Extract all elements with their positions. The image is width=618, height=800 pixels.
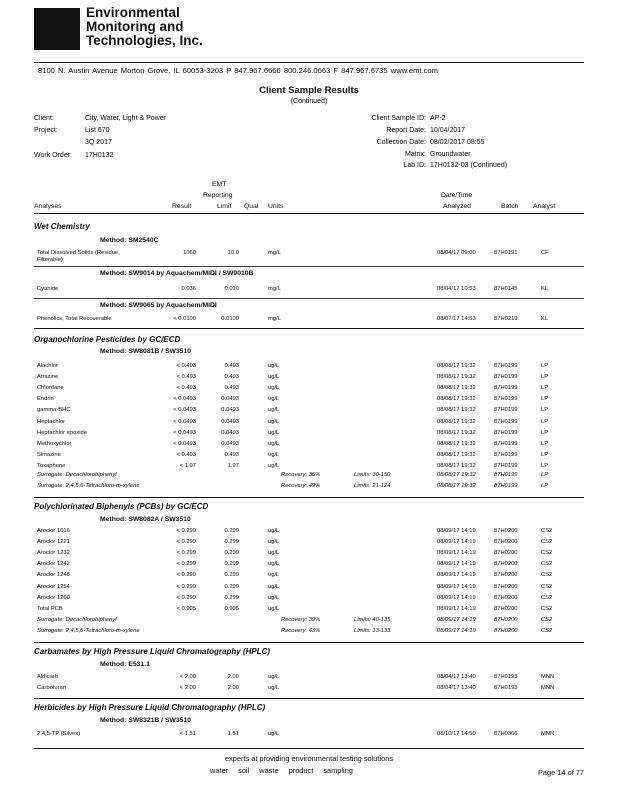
surrogate-row: Surrogate: Decachlorobiphenyl Recovery: 35% Limits: 30-150 08/08/17 19:32 87H0199 LP	[37, 472, 549, 478]
work-order-value: 17H0132	[85, 152, 114, 159]
col-analyses: Analyses	[34, 203, 62, 210]
header-rule	[34, 62, 584, 63]
method-label: Method: SW8082A / SW3510	[100, 516, 191, 523]
surrogate-row: Surrogate: 2,4,5,6-Tetrachloro-m-xylene Recovery: 49% Limits: 21-124 08/08/17 19:32 87H0199 LP	[37, 483, 549, 490]
table-row: Simazine < 0.493 0.493 ug/L 08/08/17 19:32 87H0199 LP	[37, 451, 549, 458]
row-divider	[34, 298, 584, 299]
company-name: Environmental Monitoring and Technologies, Inc.	[86, 5, 203, 48]
page-number: Page 14 of 77	[538, 768, 585, 777]
table-row: Total Dissolved Solids (Residue, Filterable) 1060 10.0 mg/L 08/04/17 09:00 87H0191 CF	[37, 250, 549, 263]
table-row: Methoxychlor < 0.0493 0.0493 ug/L 08/08/17 19:32 87H0199 LP	[37, 440, 549, 447]
section-carbamates: Carbamates by High Pressure Liquid Chromatography (HPLC)	[34, 647, 271, 656]
col-units: Units	[268, 203, 284, 210]
table-row: Heptachlor epoxide < 0.0493 0.0493 ug/L 08/08/17 19:32 87H0199 LP	[37, 429, 549, 436]
table-row: Toxaphene < 1.97 1.97 ug/L 08/08/17 19:32 87H0199 LP	[37, 462, 549, 469]
sample-id-value: AP-2	[430, 115, 446, 122]
collection-date-value: 08/02/2017 08:55	[430, 139, 485, 146]
table-row: Endrin < 0.0493 0.0493 ug/L 08/08/17 19:32 87H0199 LP	[37, 396, 549, 403]
method-label: Method: E531.1	[100, 661, 150, 668]
table-row: Aroclor 1260 < 0.299 0.299 ug/L 08/09/17 14:19 87H0200 CS2	[37, 594, 553, 601]
section-divider	[34, 328, 584, 329]
table-row: Aroclor 1016 < 0.299 0.299 ug/L 08/09/17 14:19 87H0200 CS2	[37, 528, 553, 534]
page-subtitle: (Continued)	[290, 98, 328, 105]
method-label: Method: SM2540C	[100, 237, 159, 244]
col-qual: Qual	[244, 203, 259, 210]
col-analyst: Analyst	[533, 203, 556, 210]
method-label: Method: SW9065 by Aquachem/MIDI	[100, 302, 217, 309]
col-batch: Batch	[501, 203, 519, 210]
page-title: Client Sample Results	[259, 85, 359, 96]
table-row: Heptachlor < 0.0493 0.0493 ug/L 08/08/17 19:32 87H0199 LP	[37, 418, 549, 425]
table-row: Total PCB < 0.995 0.995 ug/L 08/09/17 14:19 87H0200 CS2	[37, 605, 553, 612]
table-row: Aroclor 1232 < 0.299 0.299 ug/L 08/09/17 14:19 87H0200 CS2	[37, 550, 553, 557]
section-divider	[34, 698, 584, 699]
table-row: Aroclor 1242 < 0.299 0.299 ug/L 08/09/17 14:19 87H0200 CS2	[37, 561, 553, 568]
matrix-value: Groundwater	[430, 151, 471, 158]
lab-id-value: 17H0132-03 (Continued)	[430, 162, 508, 169]
table-row: Chlordane < 0.493 0.493 ug/L 08/08/17 19:32 87H0199 LP	[37, 385, 549, 392]
table-row: Aroclor 1248 < 0.299 0.299 ug/L 08/09/17 14:19 87H0200 CS2	[37, 572, 553, 579]
project-value: List 670	[85, 127, 110, 134]
table-row: gamma-BHC < 0.0493 0.0493 ug/L 08/08/17 19:32 87H0199 LP	[37, 407, 549, 414]
client-value: City, Water, Light & Power	[85, 115, 166, 122]
method-label: Method: SW8081B / SW3510	[100, 348, 192, 355]
section-divider	[34, 642, 584, 643]
section-pcbs: Polychlorinated Biphenyls (PCBs) by GC/ECD	[34, 502, 209, 511]
table-row: Carbofuran < 2.00 2.00 ug/L 08/04/17 13:40 87H0193 MNN	[37, 685, 555, 691]
table-row: Aroclor 1254 < 0.299 0.299 ug/L 08/09/17 14:19 87H0200 CS2	[37, 583, 553, 590]
col-analyzed: Analyzed	[443, 203, 471, 210]
surrogate-row: Surrogate: Decachlorobiphenyl Recovery: 39% Limits: 40-135 08/09/17 14:19 87H0200 CS2	[37, 617, 553, 623]
table-row: Atrazine < 0.493 0.493 ug/L 08/08/17 19:32 87H0199 LP	[37, 374, 549, 381]
method-label: Method: SW9014 by Aquachem/MIDI / SW9010B	[100, 270, 254, 277]
section-wet-chemistry: Wet Chemistry	[34, 222, 90, 231]
table-row: 2,4,5-TP (Silvex) < 1.51 1.51 ug/L 08/10/17 14:50 87H0366 MNN	[37, 731, 555, 737]
project-period: 3Q 2017	[85, 139, 112, 146]
report-date-value: 10/04/2017	[430, 127, 466, 134]
surrogate-row: Surrogate: 2,4,5,6-Tetrachloro-m-xylene Recovery: 43% Limits: 13-133 08/09/17 14:19 87H0200 CS2	[37, 628, 553, 635]
company-address: 8100 N. Austin Avenue Morton Grove, IL 60053-3203 P 847.967.6666 800.246.0663 F 847.967.6735 www.emt.com	[38, 66, 438, 75]
col-limit: Limit	[217, 203, 232, 210]
col-result: Result	[172, 203, 192, 210]
company-logo-mark	[34, 8, 80, 50]
method-label: Method: SW8321B / SW3510	[100, 717, 192, 724]
row-divider	[34, 266, 584, 267]
footer-tagline: experts at providing environmental testing solutions	[224, 754, 394, 763]
table-row: Phenolics, Total Recoverable < 0.0100 0.0100 mg/L 08/07/17 14:53 87H0219 KL	[37, 316, 549, 322]
table-row: Aldicarb < 2.00 2.00 ug/L 08/04/17 13:40 87H0193 MNN	[37, 674, 555, 680]
table-row: Cyanide 0.036 0.010 mg/L 08/04/17 10:53 87H0145 KL	[37, 286, 549, 292]
section-divider	[34, 497, 584, 498]
footer-services: water soil waste product sampling	[210, 766, 353, 775]
table-row: Alachlor < 0.493 0.493 ug/L 08/08/17 19:32 87H0199 LP	[37, 363, 549, 369]
footer-rule	[34, 748, 584, 749]
section-organochlorine-pesticides: Organochlorine Pesticides by GC/ECD	[34, 335, 181, 344]
header-divider	[34, 213, 584, 214]
table-row: Aroclor 1221 < 0.299 0.299 ug/L 08/09/17 14:19 87H0200 CS2	[37, 539, 553, 546]
section-herbicides: Herbicides by High Pressure Liquid Chromatography (HPLC)	[34, 703, 266, 712]
